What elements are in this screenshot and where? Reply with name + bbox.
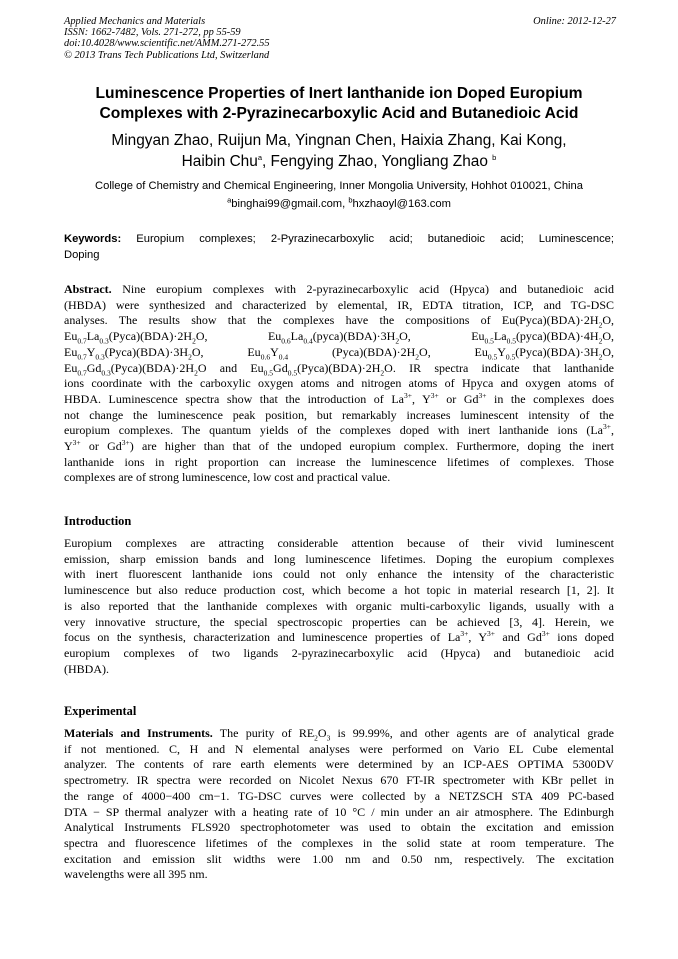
affil-marker: b bbox=[492, 152, 497, 162]
introduction-body bbox=[64, 536, 614, 677]
exp-line: analyzer. The contents of rare earth elements were determined by an ICP-AES OPTIMA 5300DV bbox=[64, 757, 614, 772]
subscript: 0.7 bbox=[77, 352, 87, 362]
keywords-text: Europium complexes; 2-Pyrazinecarboxylic acid; butanedioic acid; Luminescence; bbox=[136, 233, 615, 245]
materials-label: Materials and Instruments. bbox=[64, 726, 213, 740]
text: O bbox=[602, 329, 611, 344]
text: O and bbox=[197, 360, 251, 375]
text: analyses. The results show that the complexes have the compositions of Eu(Pyca)(BDA)·2H bbox=[64, 313, 599, 328]
abstract-label: Abstract. bbox=[64, 282, 112, 296]
subscript: 0.5 bbox=[506, 336, 516, 346]
text: Eu bbox=[64, 360, 78, 375]
journal-header bbox=[64, 16, 444, 61]
text: (Pyca)(BDA)· bbox=[515, 344, 584, 359]
text: The purity of RE bbox=[212, 726, 315, 740]
superscript: 3+ bbox=[603, 422, 611, 432]
text: La bbox=[290, 329, 304, 344]
author-text: Haibin Chu bbox=[181, 153, 258, 170]
superscript: 3+ bbox=[478, 390, 487, 400]
intro-line: europium complexes of two ligands 2-pyrazinecarboxylic acid (Hpyca) and butanedioic acid bbox=[64, 645, 614, 660]
text: , Y bbox=[468, 630, 487, 645]
text: Gd bbox=[86, 360, 102, 375]
text: , Y bbox=[411, 391, 431, 406]
text: Eu bbox=[64, 329, 78, 344]
exp-line bbox=[64, 726, 614, 742]
superscript: 3+ bbox=[430, 390, 439, 400]
subscript: 0.7 bbox=[77, 336, 87, 346]
abstract-line bbox=[64, 282, 614, 298]
exp-line: Analytical Instruments FLS920 spectrophotometer was used to obtain the excitation and emission bbox=[64, 820, 614, 835]
intro-line: emission, sharp emission bands and long luminescence lifetimes. Doping the europium complexes bbox=[64, 551, 614, 566]
text: ions doped bbox=[549, 630, 614, 645]
intro-line: (HBDA). bbox=[64, 661, 109, 676]
intro-line bbox=[64, 630, 614, 646]
text: Eu bbox=[247, 344, 261, 359]
experimental-body bbox=[64, 726, 614, 883]
text: focus on the synthesis, characterization and luminescence properties of La bbox=[64, 630, 461, 645]
text: O bbox=[602, 344, 612, 359]
text: is 99.99%, and other agents are of analytical grade bbox=[330, 726, 614, 740]
exp-line: excitation and emission slit widths were 1.00 nm and 0.50 nm, respectively. The excitation bbox=[64, 851, 614, 866]
subscript: 0.5 bbox=[487, 352, 498, 362]
subscript: 2 bbox=[194, 367, 198, 377]
affil-marker: a bbox=[227, 195, 232, 205]
subscript: 3 bbox=[326, 733, 331, 743]
subscript: 2 bbox=[192, 336, 196, 346]
email-link[interactable]: binghai99@gmail.com, bbox=[231, 198, 349, 210]
online-date: Online: 2012-12-27 bbox=[533, 16, 616, 27]
intro-line: Europium complexes are attracting considerable attention because of their vivid luminescent bbox=[64, 536, 614, 550]
subscript: 0.3 bbox=[95, 352, 105, 362]
text: Eu bbox=[64, 344, 78, 359]
abstract-line bbox=[64, 361, 614, 377]
text: La bbox=[86, 329, 100, 344]
superscript: 3+ bbox=[121, 438, 130, 448]
subscript: 0.3 bbox=[101, 367, 111, 377]
title-line-2: Complexes with 2-Pyrazinecarboxylic Acid and Butanedioic Acid bbox=[99, 105, 579, 122]
author-line-2 bbox=[64, 151, 614, 172]
text: ) are higher than that of the undoped europium complex. Furthermore, doping the inert bbox=[129, 439, 614, 454]
text: 2H bbox=[179, 360, 195, 375]
text: (Pyca)(BDA)· bbox=[331, 344, 401, 359]
subscript: 0.6 bbox=[281, 336, 291, 346]
subscript: 0.3 bbox=[99, 336, 109, 346]
text: (pyca)(BDA)· bbox=[312, 329, 381, 344]
subscript: 2 bbox=[395, 336, 400, 346]
text: 2H bbox=[177, 329, 193, 344]
superscript: 3+ bbox=[487, 629, 495, 639]
text: or Gd bbox=[438, 391, 479, 406]
text: Y bbox=[86, 344, 96, 359]
abstract-line: ions coordinate with the carboxylic oxygen atoms and nitrogen atoms of Hpyca and oxygen atoms of bbox=[64, 376, 614, 391]
text: HBDA. Luminescence spectra show that the introduction of La bbox=[64, 391, 404, 406]
text: Gd bbox=[273, 360, 288, 375]
issn-line: ISSN: 1662-7482, Vols. 271-272, pp 55-59 bbox=[64, 27, 241, 39]
abstract-line: europium complexes. The quantum yields of the complexes doped with inert lanthanide ions ($La^{3+}$, bbox=[64, 422, 614, 438]
superscript: 3+ bbox=[541, 629, 550, 639]
paper-title bbox=[64, 84, 614, 124]
title-line-1: Luminescence Properties of Inert lanthanide ion Doped Europium bbox=[95, 85, 583, 102]
subscript: 2 bbox=[598, 336, 603, 346]
exp-line: wavelengths were all 395 nm. bbox=[64, 867, 208, 882]
text: Eu bbox=[471, 329, 485, 344]
abstract-line bbox=[64, 439, 614, 455]
text: Nine europium complexes with 2-pyrazinecarboxylic acid (Hpyca) and butanedioic acid bbox=[122, 282, 614, 296]
text: (Pyca)(BDA)· bbox=[108, 329, 178, 344]
experimental-heading: Experimental bbox=[64, 704, 137, 718]
journal-name: Applied Mechanics and Materials bbox=[64, 16, 206, 27]
text: Y bbox=[270, 344, 279, 359]
subscript: 0.5 bbox=[505, 352, 516, 362]
text: 3H bbox=[173, 344, 189, 359]
intro-line: very innovative structure, the special spectroscopic properties can be achieved [3, 4]. Herein, we bbox=[64, 614, 614, 629]
text: La bbox=[493, 329, 507, 344]
text: (Pyca)(BDA)· bbox=[110, 360, 180, 375]
affil-marker: b bbox=[348, 195, 353, 205]
email-line bbox=[64, 196, 614, 212]
subscript: 2 bbox=[188, 352, 192, 362]
exp-line: if not mentioned. C, H and N elemental analyses were performed on Vario EL Cube elemental bbox=[64, 741, 614, 756]
text: 3H bbox=[583, 344, 599, 359]
author-list bbox=[64, 130, 614, 172]
subscript: 0.5 bbox=[263, 367, 274, 377]
subscript: 0.5 bbox=[484, 336, 494, 346]
text: and Gd bbox=[494, 630, 542, 645]
abstract-line bbox=[64, 392, 614, 408]
abstract-line: lanthanide ions in right proportion can increase the luminescence lifetimes of complexes. Those bbox=[64, 454, 614, 469]
keywords-block bbox=[64, 232, 614, 263]
introduction-heading: Introduction bbox=[64, 514, 132, 528]
text: O. IR spectra indicate that lanthanide bbox=[384, 360, 614, 375]
text: (Pyca)(BDA)· bbox=[297, 360, 366, 375]
subscript: 0.4 bbox=[278, 352, 289, 362]
doi-line: doi:10.4028/www.scientific.net/AMM.271-272.55 bbox=[64, 38, 270, 50]
text: O bbox=[399, 329, 408, 344]
superscript: 3+ bbox=[72, 438, 81, 448]
email-link[interactable]: hxzhaoyl@163.com bbox=[352, 198, 451, 210]
text: Eu bbox=[267, 329, 282, 344]
abstract-line: (HBDA) were synthesized and characterized by elemental, IR, EDTA titration, ICP, and TG-DSC bbox=[64, 297, 614, 312]
keywords-label: Keywords: bbox=[64, 233, 122, 245]
text: 4H bbox=[583, 329, 599, 344]
superscript: 3+ bbox=[460, 629, 469, 639]
copyright-line: © 2013 Trans Tech Publications Ltd, Switzerland bbox=[64, 49, 270, 61]
subscript: 2 bbox=[314, 733, 318, 743]
exp-line: the range of 4000−400 cm−1. TG-DSC curves were collected by a NETZSCH STA 409 PC-based bbox=[64, 788, 614, 803]
subscript: 0.5 bbox=[287, 367, 298, 377]
text: O bbox=[191, 344, 201, 359]
text: Y bbox=[64, 439, 73, 454]
exp-line: spectrometry. IR spectra were recorded on Nicolet Nexus 670 FT-IR spectrometer with KBr pellet in bbox=[64, 773, 614, 788]
affiliation: College of Chemistry and Chemical Engineering, Inner Mongolia University, Hohhot 010021, China bbox=[95, 180, 583, 192]
text: (pyca)(BDA)· bbox=[515, 329, 584, 344]
abstract-line: not change the luminescence peak position, but remarkably increases luminescent intensity of the bbox=[64, 407, 614, 422]
text: in the complexes does bbox=[486, 391, 614, 406]
affil-marker: a bbox=[257, 152, 262, 162]
abstract-line: complexes are of strong luminescence, low cost and practical value. bbox=[64, 470, 391, 485]
superscript: 3+ bbox=[403, 390, 412, 400]
subscript: 2 bbox=[598, 320, 603, 330]
intro-line: with inert fluorescent lanthanide ions could not only enhance the intensity of the characteristic bbox=[64, 567, 614, 582]
subscript: 0.7 bbox=[77, 367, 87, 377]
subscript: 2 bbox=[380, 367, 385, 377]
text: Y bbox=[497, 344, 506, 359]
text: 3H bbox=[380, 329, 396, 344]
text: europium complexes. The quantum yields of the complexes doped with inert lanthanide ions (La bbox=[64, 423, 604, 438]
text: O bbox=[317, 726, 327, 740]
text: O bbox=[419, 344, 428, 359]
subscript: 0.4 bbox=[303, 336, 313, 346]
text: O bbox=[602, 313, 611, 328]
text: Eu bbox=[250, 360, 264, 375]
abstract-line: analyses. The results show that the complexes have the compositions of $Eu(Pyca)(BDA)\cdot 2H_2O$, bbox=[64, 313, 614, 330]
subscript: 2 bbox=[598, 352, 603, 362]
keywords-line-1 bbox=[64, 232, 614, 248]
exp-line: spectra and fluorescence lifetimes of the complexes in the solid state at room temperature. The bbox=[64, 835, 614, 850]
author-line-1: Mingyan Zhao, Ruijun Ma, Yingnan Chen, Haixia Zhang, Kai Kong, bbox=[111, 132, 567, 149]
keywords-line-2: Doping bbox=[64, 248, 100, 261]
text: Eu bbox=[474, 344, 488, 359]
abstract-line: $Eu_{0.7}Y_{0.3}(Pyca)(BDA)\cdot 3H_2O$, $Eu_{0.6}Y_{0.4}$ $(Pyca)(BDA)\cdot 2H_2O$, $Eu_{0.5}Y_{0.5}(Pyca)(BDA)\cdot 3H_2O$, bbox=[64, 344, 615, 362]
text: 2H bbox=[365, 360, 381, 375]
abstract-line: $Eu_{0.7}La_{0.3}(Pyca)(BDA)\cdot 2H_2O$, $Eu_{0.6}La_{0.4}(pyca)(BDA)\cdot 3H_2O$, $Eu_{0.5}La_{0.5}(pyca)(BDA)\cdot 4H_2O$, bbox=[64, 329, 614, 346]
subscript: 0.6 bbox=[260, 352, 271, 362]
text: O bbox=[195, 329, 205, 344]
author-text: , Fengying Zhao, Yongliang Zhao bbox=[261, 153, 488, 170]
intro-line: is also reported that the lanthanide complexes with organic multi-carboxylic ligands, usually with a bbox=[64, 598, 614, 613]
text: 2H bbox=[400, 344, 416, 359]
subscript: 2 bbox=[415, 352, 420, 362]
text: (Pyca)(BDA)· bbox=[104, 344, 174, 359]
exp-line: DTA − SP thermal analyzer with a heating rate of 10 °C / min under an air atmosphere. The Edinburgh bbox=[64, 804, 614, 819]
abstract bbox=[64, 282, 614, 486]
text: or Gd bbox=[80, 439, 122, 454]
intro-line: luminescence but also reduce production cost, which become a hot topic in material research [1, 2]. It bbox=[64, 583, 614, 598]
